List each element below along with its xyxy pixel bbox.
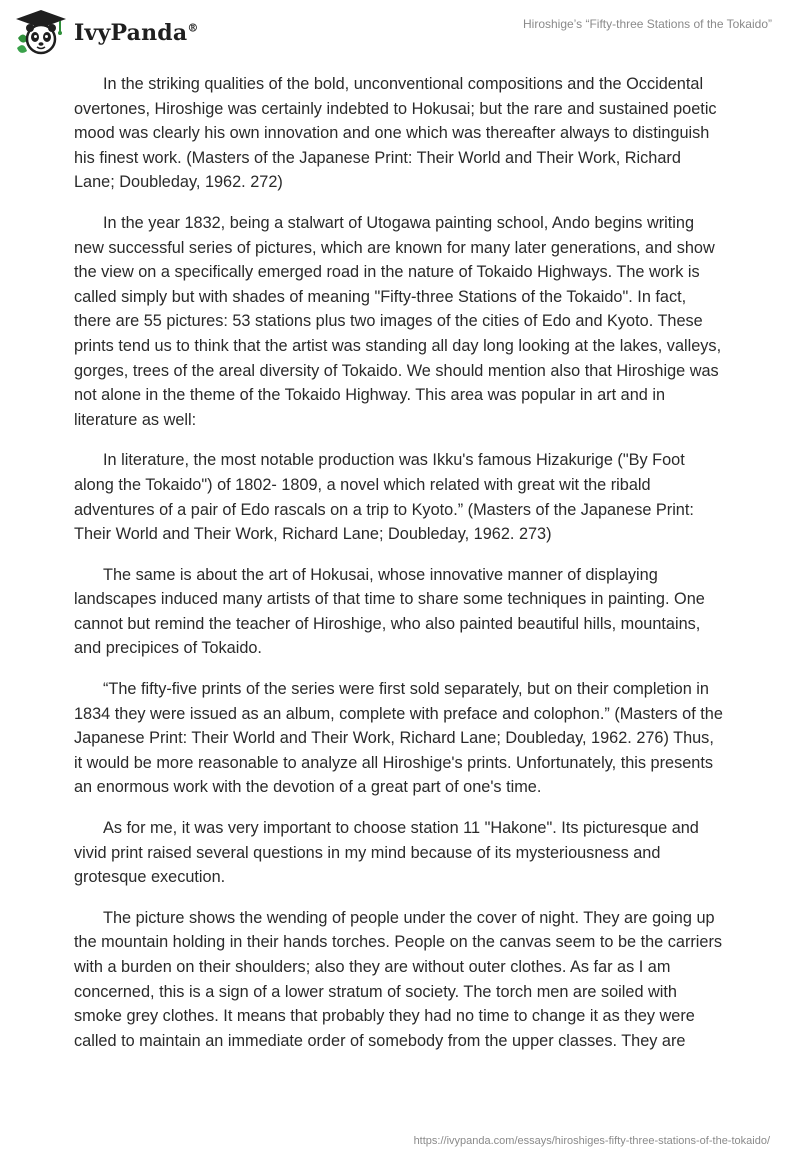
paragraph: As for me, it was very important to choose station 11 "Hakone". Its picturesque and vivid print raised several questions in my mind because of its mysteriousness and grotesque execution. xyxy=(74,819,699,887)
paragraph: The same is about the art of Hokusai, whose innovative manner of displaying landscapes induced many artists of that time to share some techniques in painting. One cannot but remind the teacher of Hiroshige, who also painted beautiful hills, mountains, and precipices of Tokaido. xyxy=(74,565,705,658)
paragraph: In the year 1832, being a stalwart of Utogawa painting school, Ando begins writing new successful series of pictures, which are known for many later generations, and show the view on a specifically emerged road in the nature of Tokaido Highways. The work is called simply but with shades of meaning "Fifty-three Stations of the Tokaido". In fact, there are 55 pictures: 53 stations plus two images of the cities of Edo and Kyoto. These prints tend us to think that the artist was standing all day long looking at the lakes, valleys, gorges, trees of the areal diversity of Tokaido. We should mention also that Hiroshige was not alone in the theme of the Tokaido Highway. This area was popular in art and in literature as well: xyxy=(74,213,722,429)
ivypanda-logo[interactable] xyxy=(14,8,199,58)
source-url-link[interactable]: https://ivypanda.com/essays/hiroshiges-fifty-three-stations-of-the-tokaido/ xyxy=(413,1135,770,1147)
paragraph: In the striking qualities of the bold, unconventional compositions and the Occidental overtones, Hiroshige was certainly indebted to Hokusai; but the rare and sustained poetic mood was clearly his own innovation and one which was thereafter always to distinguish his finest work. (Masters of the Japanese Print: Their World and Their Work, Richard Lane; Doubleday, 1962. 272) xyxy=(74,75,717,192)
paragraph: In literature, the most notable production was Ikku's famous Hizakurige ("By Foot along the Tokaido") of 1802- 1809, a novel which related with great wit the ribald adventures of a pair of Edo rascals on a trip to Kyoto.” (Masters of the Japanese Print: Their World and Their Work, Richard Lane; Doubleday, 1962. 273) xyxy=(74,451,694,544)
essay-body xyxy=(74,72,726,1069)
paragraph: The picture shows the wending of people under the cover of night. They are going up the mountain holding in their hands torches. People on the canvas seem to be the carriers with a burden on their shoulders; also they are without outer clothes. As far as I am concerned, this is a sign of a lower stratum of society. The torch men are soiled with smoke grey clothes. It means that probably they had no time to change it as they were called to maintain an immediate order of somebody from the upper classes. They are xyxy=(74,908,723,1050)
page-header xyxy=(0,0,800,64)
document-title: Hiroshige’s “Fifty-three Stations of the Tokaido” xyxy=(522,17,772,31)
panda-graduate-icon xyxy=(14,8,68,58)
paragraph: “The fifty-five prints of the series were first sold separately, but on their completion in 1834 they were issued as an album, complete with preface and colophon.” (Masters of the Japanese Print: Their World and Their Work, Richard Lane; Doubleday, 1962. 276) Thus, it would be more reasonable to analyze all Hiroshige's prints. Unfortunately, this presents an enormous work with the devotion of a great part of one's time. xyxy=(74,680,723,797)
logo-text: IvyPanda® xyxy=(74,20,199,46)
